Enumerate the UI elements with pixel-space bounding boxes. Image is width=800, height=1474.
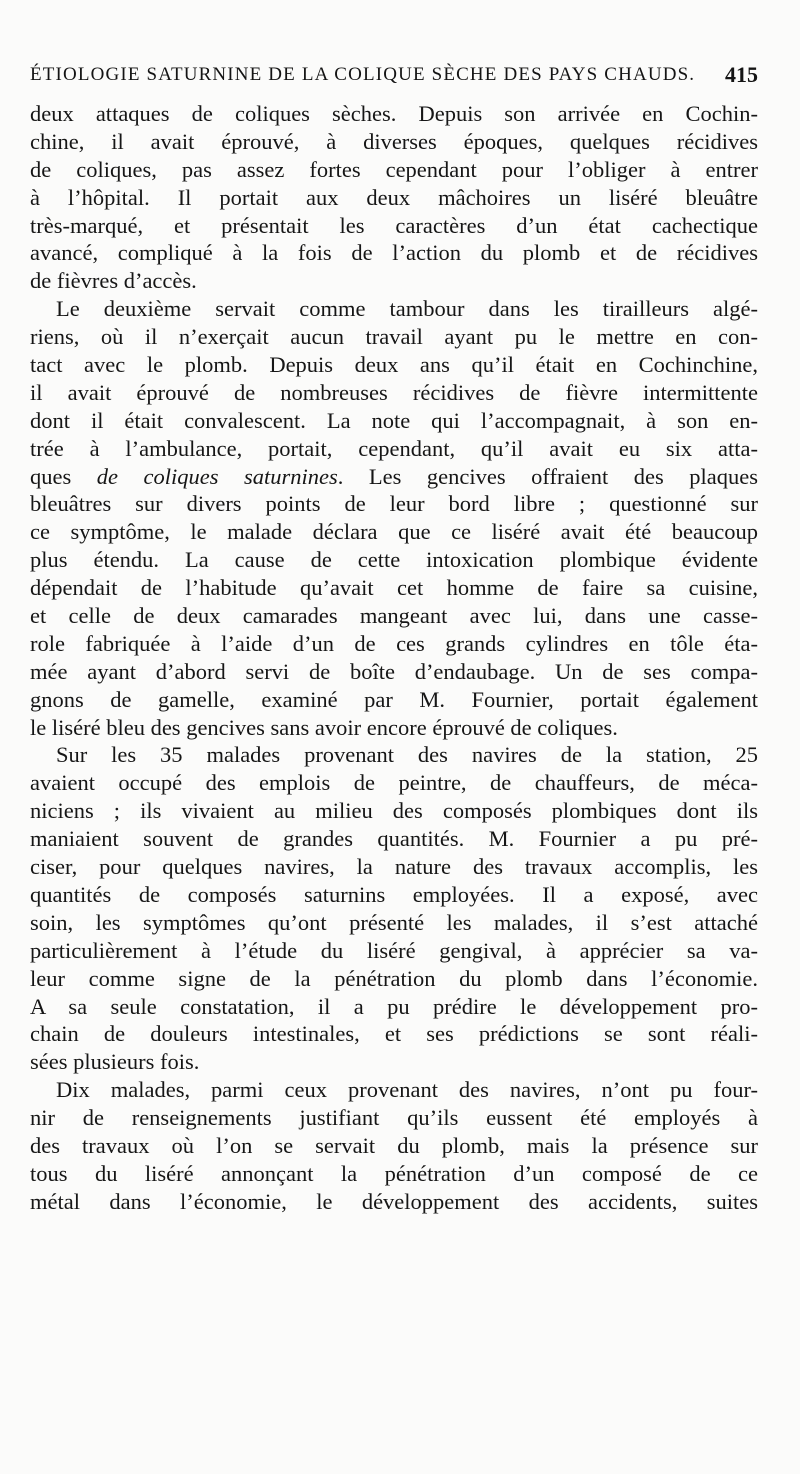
text-line: ciser, pour quelques navires, la nature des travaux accomplis, les [30,854,758,880]
body-text [30,100,758,1216]
text-line: métal dans l’économie, le développement des accidents, suites [30,1188,758,1214]
text-line: A sa seule constatation, il a pu prédire le développement pro- [30,993,758,1019]
text-line: à l’hôpital. Il portait aux deux mâchoires un liséré bleuâtre [30,184,758,210]
page-header [30,64,758,98]
running-head: ÉTIOLOGIE SATURNINE DE LA COLIQUE SÈCHE DES PAYS CHAUDS. [30,64,696,85]
text-line: plus étendu. La cause de cette intoxication plombique évidente [30,547,758,573]
text-line: sées plusieurs fois. [30,1049,200,1075]
text-line: soin, les symptômes qu’ont présenté les malades, il s’est attaché [30,909,758,935]
text-line: dépendait de l’habitude qu’avait cet homme de faire sa cuisine, [30,575,758,601]
text-line: riens, où il n’exerçait aucun travail ayant pu le mettre en con- [30,324,758,350]
text-line: le liséré bleu des gencives sans avoir encore éprouvé de coliques. [30,714,618,740]
text-line: de coliques, pas assez fortes cependant pour l’obliger à entrer [30,156,758,182]
text-line: tous du liséré annonçant la pénétration d’un composé de ce [30,1160,758,1186]
text-line: quantités de composés saturnins employées. Il a exposé, avec [30,881,758,907]
page-number: 415 [725,62,758,87]
italic-phrase: de coliques saturnines [96,463,338,489]
text-line: Le deuxième servait comme tambour dans les tirailleurs algé- [56,296,758,322]
text-line: dont il était convalescent. La note qui l’accompagnait, à son en- [30,407,758,433]
text-segment: ques [30,463,97,489]
text-line: très-marqué, et présentait les caractères d’un état cachectique [30,212,758,238]
text-line: avaient occupé des emplois de peintre, de chauffeurs, de méca- [30,770,758,796]
text-line: leur comme signe de la pénétration du plomb dans l’économie. [30,965,758,991]
text-line: avancé, compliqué à la fois de l’action du plomb et de récidives [30,240,758,266]
text-line: Dix malades, parmi ceux provenant des navires, n’ont pu four- [56,1077,758,1103]
text-line: gnons de gamelle, examiné par M. Fournier, portait également [30,686,758,712]
text-line: nir de renseignements justifiant qu’ils eussent été employés à [30,1105,758,1131]
text-line: bleuâtres sur divers points de leur bord libre ; questionné sur [30,491,758,517]
text-line: chain de douleurs intestinales, et ses prédictions se sont réali- [30,1021,758,1047]
text-line: trée à l’ambulance, portait, cependant, qu’il avait eu six atta- [30,435,758,461]
text-line: particulièrement à l’étude du liséré gengival, à apprécier sa va- [30,937,758,963]
text-line: il avait éprouvé de nombreuses récidives de fièvre intermittente [30,379,758,405]
text-line: mée ayant d’abord servi de boîte d’endaubage. Un de ses compa- [30,658,758,684]
text-line: chine, il avait éprouvé, à diverses époques, quelques récidives [30,128,758,154]
text-line: tact avec le plomb. Depuis deux ans qu’il était en Cochinchine, [30,352,758,378]
text-line: des travaux où l’on se servait du plomb, mais la présence sur [30,1132,758,1158]
text-line [30,463,758,491]
text-line: role fabriquée à l’aide d’un de ces grands cylindres en tôle éta- [30,630,758,656]
text-line: de fièvres d’accès. [30,268,197,294]
text-line: ce symptôme, le malade déclara que ce liséré avait été beaucoup [30,519,758,545]
text-line: niciens ; ils vivaient au milieu des composés plombiques dont ils [30,798,758,824]
text-line: Sur les 35 malades provenant des navires de la station, 25 [56,742,758,768]
text-line: maniaient souvent de grandes quantités. M. Fournier a pu pré- [30,826,758,852]
text-line: deux attaques de coliques sèches. Depuis son arrivée en Cochin- [30,101,758,126]
text-line: et celle de deux camarades mangeant avec lui, dans une casse- [30,603,758,629]
text-segment: . Les gencives offraient des plaques [337,463,758,489]
